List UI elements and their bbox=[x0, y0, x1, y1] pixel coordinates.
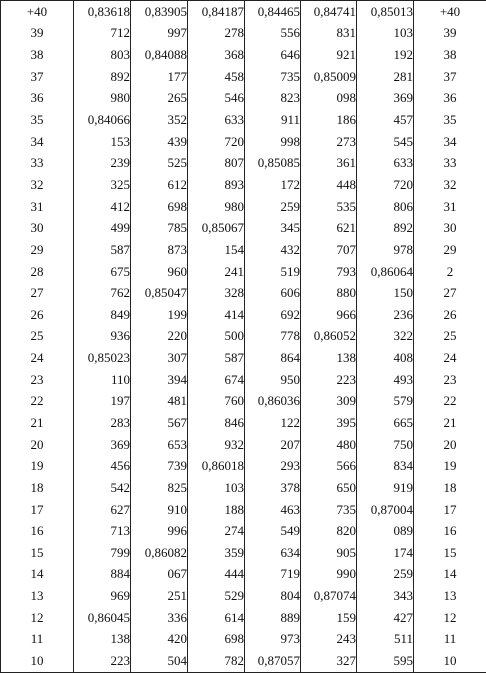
table-row bbox=[1, 239, 486, 261]
table-cell: 281 bbox=[357, 66, 414, 88]
table-cell: 251 bbox=[131, 585, 188, 607]
row-key-left: 28 bbox=[1, 261, 74, 283]
table-cell: 322 bbox=[357, 326, 414, 348]
table-cell: 153 bbox=[74, 131, 131, 153]
table-cell: 481 bbox=[131, 391, 188, 413]
table-cell: 336 bbox=[131, 607, 188, 629]
table-cell: 998 bbox=[245, 131, 301, 153]
table-cell: 159 bbox=[301, 607, 357, 629]
table-cell: 456 bbox=[74, 455, 131, 477]
table-cell: 0,86052 bbox=[301, 326, 357, 348]
table-cell: 806 bbox=[357, 196, 414, 218]
row-key-right: 12 bbox=[414, 607, 486, 629]
table-cell: 122 bbox=[245, 412, 301, 434]
row-key-left: 23 bbox=[1, 369, 74, 391]
table-cell: 698 bbox=[188, 629, 245, 651]
table-cell: 236 bbox=[357, 304, 414, 326]
table-cell: 674 bbox=[188, 369, 245, 391]
table-cell: 0,86045 bbox=[74, 607, 131, 629]
table-cell: 325 bbox=[74, 174, 131, 196]
table-cell: 884 bbox=[74, 564, 131, 586]
table-cell: 278 bbox=[188, 23, 245, 45]
row-key-left: 27 bbox=[1, 282, 74, 304]
table-row bbox=[1, 391, 486, 413]
table-cell: 0,84741 bbox=[301, 1, 357, 23]
table-cell: 633 bbox=[188, 109, 245, 131]
row-key-right: 39 bbox=[414, 23, 486, 45]
table-cell: 408 bbox=[357, 347, 414, 369]
table-cell: 936 bbox=[74, 326, 131, 348]
table-cell: 0,87004 bbox=[357, 499, 414, 521]
row-key-left: 34 bbox=[1, 131, 74, 153]
table-cell: 978 bbox=[357, 239, 414, 261]
row-key-left: 16 bbox=[1, 520, 74, 542]
table-row bbox=[1, 131, 486, 153]
table-cell: 980 bbox=[74, 88, 131, 110]
row-key-right: 10 bbox=[414, 650, 486, 672]
table-cell: 265 bbox=[131, 88, 188, 110]
table-cell: 820 bbox=[301, 520, 357, 542]
table-cell: 799 bbox=[74, 542, 131, 564]
table-cell: 369 bbox=[74, 434, 131, 456]
table-row bbox=[1, 585, 486, 607]
table-cell: 545 bbox=[357, 131, 414, 153]
table-cell: 834 bbox=[357, 455, 414, 477]
table-cell: 0,85085 bbox=[245, 152, 301, 174]
row-key-left: 29 bbox=[1, 239, 74, 261]
table-cell: 525 bbox=[131, 152, 188, 174]
table-cell: 719 bbox=[245, 564, 301, 586]
row-key-right: 16 bbox=[414, 520, 486, 542]
table-cell: 0,86036 bbox=[245, 391, 301, 413]
table-cell: 493 bbox=[357, 369, 414, 391]
table-cell: 782 bbox=[188, 650, 245, 672]
table-cell: 457 bbox=[357, 109, 414, 131]
table-cell: 0,87074 bbox=[301, 585, 357, 607]
table-cell: 864 bbox=[245, 347, 301, 369]
table-cell: 905 bbox=[301, 542, 357, 564]
table-cell: 735 bbox=[245, 66, 301, 88]
table-row bbox=[1, 282, 486, 304]
row-key-right: 25 bbox=[414, 326, 486, 348]
row-key-right: 36 bbox=[414, 88, 486, 110]
table-row bbox=[1, 88, 486, 110]
table-row bbox=[1, 347, 486, 369]
table-cell: 893 bbox=[188, 174, 245, 196]
table-cell: 627 bbox=[74, 499, 131, 521]
table-cell: 606 bbox=[245, 282, 301, 304]
row-key-right: 17 bbox=[414, 499, 486, 521]
table-cell: 0,84066 bbox=[74, 109, 131, 131]
table-cell: 707 bbox=[301, 239, 357, 261]
table-cell: 546 bbox=[188, 88, 245, 110]
table-cell: 0,83618 bbox=[74, 1, 131, 23]
table-cell: 223 bbox=[74, 650, 131, 672]
row-key-right: 20 bbox=[414, 434, 486, 456]
table-cell: 587 bbox=[74, 239, 131, 261]
table-cell: 394 bbox=[131, 369, 188, 391]
table-cell: 803 bbox=[74, 44, 131, 66]
table-cell: 239 bbox=[74, 152, 131, 174]
table-cell: 911 bbox=[245, 109, 301, 131]
table-cell: 414 bbox=[188, 304, 245, 326]
table-cell: 186 bbox=[301, 109, 357, 131]
table-row bbox=[1, 44, 486, 66]
table-cell: 328 bbox=[188, 282, 245, 304]
row-key-right: +40 bbox=[414, 1, 486, 23]
row-key-right: 33 bbox=[414, 152, 486, 174]
table-cell: 0,84465 bbox=[245, 1, 301, 23]
table-cell: 889 bbox=[245, 607, 301, 629]
row-key-right: 23 bbox=[414, 369, 486, 391]
table-cell: 427 bbox=[357, 607, 414, 629]
row-key-right: 19 bbox=[414, 455, 486, 477]
row-key-right: 13 bbox=[414, 585, 486, 607]
table-cell: 665 bbox=[357, 412, 414, 434]
table-cell: 138 bbox=[74, 629, 131, 651]
table-cell: 395 bbox=[301, 412, 357, 434]
row-key-left: 10 bbox=[1, 650, 74, 672]
row-key-right: 38 bbox=[414, 44, 486, 66]
table-row bbox=[1, 542, 486, 564]
table-row bbox=[1, 261, 486, 283]
table-cell: 778 bbox=[245, 326, 301, 348]
table-row bbox=[1, 455, 486, 477]
table-cell: 499 bbox=[74, 217, 131, 239]
table-cell: 587 bbox=[188, 347, 245, 369]
table-cell: 793 bbox=[301, 261, 357, 283]
table-cell: 444 bbox=[188, 564, 245, 586]
row-key-right: 21 bbox=[414, 412, 486, 434]
table-cell: 579 bbox=[357, 391, 414, 413]
table-cell: 650 bbox=[301, 477, 357, 499]
row-key-left: 17 bbox=[1, 499, 74, 521]
table-cell: 138 bbox=[301, 347, 357, 369]
table-body bbox=[1, 1, 486, 673]
table-cell: 420 bbox=[131, 629, 188, 651]
table-cell: 174 bbox=[357, 542, 414, 564]
table-cell: 980 bbox=[188, 196, 245, 218]
table-cell: 634 bbox=[245, 542, 301, 564]
table-cell: 480 bbox=[301, 434, 357, 456]
table-row bbox=[1, 369, 486, 391]
table-cell: 692 bbox=[245, 304, 301, 326]
table-cell: 378 bbox=[245, 477, 301, 499]
row-key-left: 26 bbox=[1, 304, 74, 326]
table-cell: 519 bbox=[245, 261, 301, 283]
table-cell: 307 bbox=[131, 347, 188, 369]
row-key-left: 15 bbox=[1, 542, 74, 564]
table-cell: 750 bbox=[357, 434, 414, 456]
table-cell: 713 bbox=[74, 520, 131, 542]
table-cell: 154 bbox=[188, 239, 245, 261]
table-cell: 831 bbox=[301, 23, 357, 45]
table-cell: 0,85047 bbox=[131, 282, 188, 304]
table-cell: 103 bbox=[188, 477, 245, 499]
row-key-right: 2 bbox=[414, 261, 486, 283]
table-cell: 846 bbox=[188, 412, 245, 434]
table-cell: 698 bbox=[131, 196, 188, 218]
table-row bbox=[1, 109, 486, 131]
table-row bbox=[1, 23, 486, 45]
table-cell: 973 bbox=[245, 629, 301, 651]
table-cell: 207 bbox=[245, 434, 301, 456]
table-cell: 960 bbox=[131, 261, 188, 283]
table-row bbox=[1, 412, 486, 434]
table-cell: 220 bbox=[131, 326, 188, 348]
row-key-right: 35 bbox=[414, 109, 486, 131]
table-cell: 633 bbox=[357, 152, 414, 174]
table-cell: 892 bbox=[357, 217, 414, 239]
table-cell: 259 bbox=[357, 564, 414, 586]
table-cell: 535 bbox=[301, 196, 357, 218]
row-key-left: 14 bbox=[1, 564, 74, 586]
table-cell: 966 bbox=[301, 304, 357, 326]
table-row bbox=[1, 326, 486, 348]
table-cell: 223 bbox=[301, 369, 357, 391]
table-cell: 103 bbox=[357, 23, 414, 45]
table-cell: 932 bbox=[188, 434, 245, 456]
table-cell: 542 bbox=[74, 477, 131, 499]
table-row bbox=[1, 217, 486, 239]
table-cell: 412 bbox=[74, 196, 131, 218]
table-cell: 293 bbox=[245, 455, 301, 477]
table-cell: 188 bbox=[188, 499, 245, 521]
table-cell: 621 bbox=[301, 217, 357, 239]
table-cell: 110 bbox=[74, 369, 131, 391]
row-key-left: 33 bbox=[1, 152, 74, 174]
table-row bbox=[1, 1, 486, 23]
table-cell: 873 bbox=[131, 239, 188, 261]
table-cell: 274 bbox=[188, 520, 245, 542]
table-cell: 825 bbox=[131, 477, 188, 499]
table-cell: 067 bbox=[131, 564, 188, 586]
table-row bbox=[1, 499, 486, 521]
row-key-left: +40 bbox=[1, 1, 74, 23]
row-key-left: 22 bbox=[1, 391, 74, 413]
table-cell: 997 bbox=[131, 23, 188, 45]
row-key-right: 18 bbox=[414, 477, 486, 499]
row-key-right: 37 bbox=[414, 66, 486, 88]
table-cell: 463 bbox=[245, 499, 301, 521]
table-row bbox=[1, 607, 486, 629]
table-cell: 762 bbox=[74, 282, 131, 304]
table-cell: 504 bbox=[131, 650, 188, 672]
table-cell: 720 bbox=[357, 174, 414, 196]
table-cell: 653 bbox=[131, 434, 188, 456]
row-key-right: 24 bbox=[414, 347, 486, 369]
row-key-right: 26 bbox=[414, 304, 486, 326]
table-cell: 595 bbox=[357, 650, 414, 672]
row-key-left: 31 bbox=[1, 196, 74, 218]
row-key-left: 35 bbox=[1, 109, 74, 131]
table-cell: 273 bbox=[301, 131, 357, 153]
row-key-left: 38 bbox=[1, 44, 74, 66]
table-row bbox=[1, 477, 486, 499]
row-key-left: 11 bbox=[1, 629, 74, 651]
table-cell: 735 bbox=[301, 499, 357, 521]
table-cell: 910 bbox=[131, 499, 188, 521]
table-cell: 283 bbox=[74, 412, 131, 434]
table-cell: 892 bbox=[74, 66, 131, 88]
row-key-left: 30 bbox=[1, 217, 74, 239]
table-row bbox=[1, 196, 486, 218]
table-cell: 529 bbox=[188, 585, 245, 607]
row-key-left: 36 bbox=[1, 88, 74, 110]
table-cell: 760 bbox=[188, 391, 245, 413]
table-cell: 098 bbox=[301, 88, 357, 110]
table-row bbox=[1, 520, 486, 542]
table-cell: 849 bbox=[74, 304, 131, 326]
table-cell: 0,83905 bbox=[131, 1, 188, 23]
table-cell: 369 bbox=[357, 88, 414, 110]
table-row bbox=[1, 434, 486, 456]
table-cell: 612 bbox=[131, 174, 188, 196]
table-row bbox=[1, 152, 486, 174]
table-row bbox=[1, 564, 486, 586]
table-cell: 352 bbox=[131, 109, 188, 131]
row-key-left: 18 bbox=[1, 477, 74, 499]
table-cell: 150 bbox=[357, 282, 414, 304]
table-cell: 614 bbox=[188, 607, 245, 629]
table-cell: 720 bbox=[188, 131, 245, 153]
row-key-right: 34 bbox=[414, 131, 486, 153]
row-key-left: 20 bbox=[1, 434, 74, 456]
row-key-right: 14 bbox=[414, 564, 486, 586]
row-key-left: 12 bbox=[1, 607, 74, 629]
table-cell: 919 bbox=[357, 477, 414, 499]
table-cell: 675 bbox=[74, 261, 131, 283]
table-cell: 0,86064 bbox=[357, 261, 414, 283]
table-cell: 990 bbox=[301, 564, 357, 586]
table-cell: 192 bbox=[357, 44, 414, 66]
table-cell: 0,87057 bbox=[245, 650, 301, 672]
row-key-right: 30 bbox=[414, 217, 486, 239]
table-cell: 309 bbox=[301, 391, 357, 413]
row-key-right: 27 bbox=[414, 282, 486, 304]
row-key-left: 24 bbox=[1, 347, 74, 369]
table-cell: 0,85023 bbox=[74, 347, 131, 369]
table-cell: 439 bbox=[131, 131, 188, 153]
table-cell: 511 bbox=[357, 629, 414, 651]
row-key-left: 25 bbox=[1, 326, 74, 348]
table-cell: 448 bbox=[301, 174, 357, 196]
row-key-left: 19 bbox=[1, 455, 74, 477]
table-row bbox=[1, 304, 486, 326]
row-key-left: 13 bbox=[1, 585, 74, 607]
table-cell: 785 bbox=[131, 217, 188, 239]
table-cell: 804 bbox=[245, 585, 301, 607]
table-cell: 0,85067 bbox=[188, 217, 245, 239]
row-key-right: 11 bbox=[414, 629, 486, 651]
table-cell: 0,84088 bbox=[131, 44, 188, 66]
row-key-left: 21 bbox=[1, 412, 74, 434]
table-row bbox=[1, 629, 486, 651]
table-cell: 241 bbox=[188, 261, 245, 283]
table-cell: 969 bbox=[74, 585, 131, 607]
table-cell: 0,85013 bbox=[357, 1, 414, 23]
table-cell: 996 bbox=[131, 520, 188, 542]
table-cell: 0,85009 bbox=[301, 66, 357, 88]
table-cell: 089 bbox=[357, 520, 414, 542]
table-cell: 197 bbox=[74, 391, 131, 413]
table-cell: 712 bbox=[74, 23, 131, 45]
table-cell: 921 bbox=[301, 44, 357, 66]
row-key-right: 32 bbox=[414, 174, 486, 196]
row-key-right: 29 bbox=[414, 239, 486, 261]
table-cell: 0,86082 bbox=[131, 542, 188, 564]
row-key-left: 32 bbox=[1, 174, 74, 196]
table-cell: 0,86018 bbox=[188, 455, 245, 477]
row-key-right: 22 bbox=[414, 391, 486, 413]
table-cell: 739 bbox=[131, 455, 188, 477]
table-cell: 361 bbox=[301, 152, 357, 174]
table-cell: 345 bbox=[245, 217, 301, 239]
table-cell: 243 bbox=[301, 629, 357, 651]
table-cell: 343 bbox=[357, 585, 414, 607]
table-row bbox=[1, 66, 486, 88]
table-cell: 549 bbox=[245, 520, 301, 542]
table-row bbox=[1, 174, 486, 196]
table-cell: 807 bbox=[188, 152, 245, 174]
row-key-right: 15 bbox=[414, 542, 486, 564]
table-cell: 646 bbox=[245, 44, 301, 66]
table-cell: 566 bbox=[301, 455, 357, 477]
table-cell: 177 bbox=[131, 66, 188, 88]
row-key-left: 37 bbox=[1, 66, 74, 88]
table-row bbox=[1, 650, 486, 672]
row-key-right: 31 bbox=[414, 196, 486, 218]
table-cell: 199 bbox=[131, 304, 188, 326]
table-cell: 259 bbox=[245, 196, 301, 218]
row-key-left: 39 bbox=[1, 23, 74, 45]
table-cell: 0,84187 bbox=[188, 1, 245, 23]
table-cell: 368 bbox=[188, 44, 245, 66]
table-cell: 500 bbox=[188, 326, 245, 348]
table-cell: 567 bbox=[131, 412, 188, 434]
table-cell: 432 bbox=[245, 239, 301, 261]
table-cell: 172 bbox=[245, 174, 301, 196]
table-cell: 327 bbox=[301, 650, 357, 672]
table-cell: 359 bbox=[188, 542, 245, 564]
table-cell: 556 bbox=[245, 23, 301, 45]
table-cell: 950 bbox=[245, 369, 301, 391]
table-cell: 458 bbox=[188, 66, 245, 88]
table-cell: 880 bbox=[301, 282, 357, 304]
table-cell: 823 bbox=[245, 88, 301, 110]
